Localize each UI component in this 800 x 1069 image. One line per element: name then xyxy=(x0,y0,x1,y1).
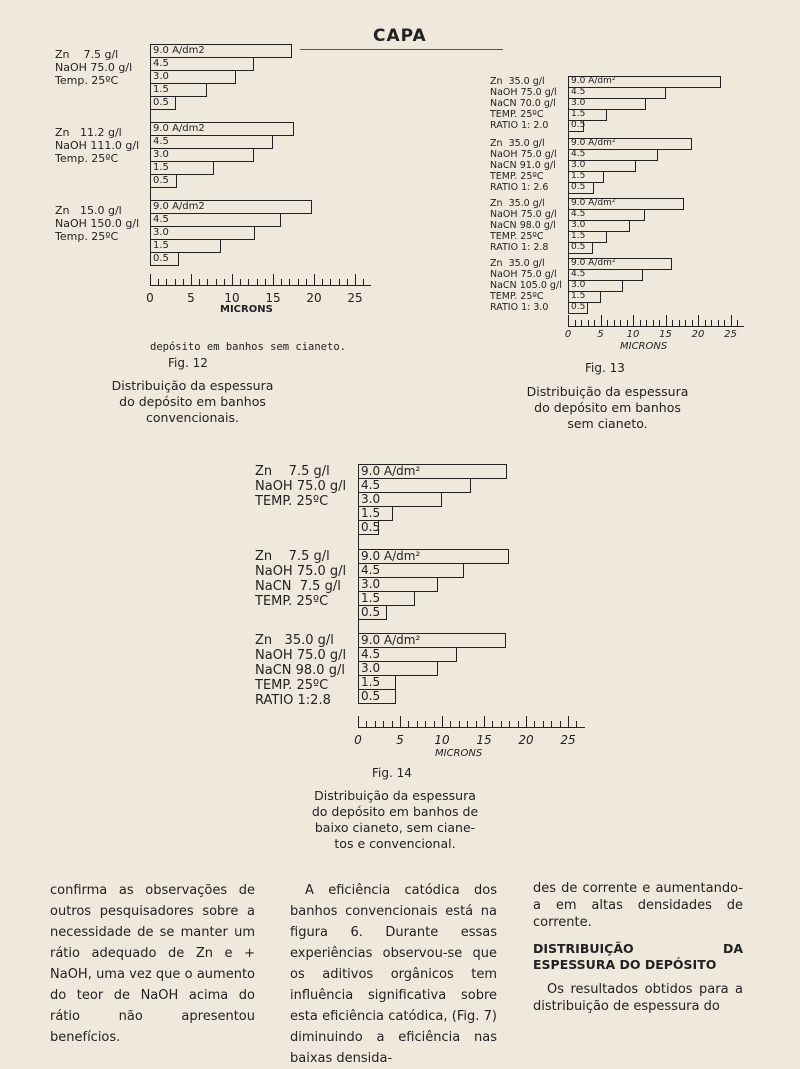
condition-line: Zn 35.0 g/l xyxy=(490,138,545,149)
fig12-tick-label: 15 xyxy=(265,291,281,305)
fig13-conditions xyxy=(490,258,562,313)
fig14-axis-tick xyxy=(476,721,477,727)
header-rule xyxy=(300,49,503,50)
fig13-tick-label: 15 xyxy=(659,329,672,340)
fig12-axis-tick xyxy=(175,279,176,285)
fig14-caption xyxy=(300,788,490,852)
fig12-axis-label: MICRONS xyxy=(220,304,273,315)
fig13-axis-line xyxy=(568,326,744,327)
fig12-axis-tick xyxy=(273,274,274,285)
fig13-axis-tick xyxy=(685,320,686,326)
fig14-caption-line: Distribuição da espessura xyxy=(314,788,476,803)
fig12-tick-label: 20 xyxy=(306,291,322,305)
fig13-tick-label: 10 xyxy=(626,329,640,340)
fig12-axis-tick xyxy=(257,279,258,285)
fig12-caption-line: convencionais. xyxy=(146,410,239,425)
fig12-caption-line: Distribuição da espessura xyxy=(111,378,274,393)
fig12-axis-tick xyxy=(150,274,151,285)
fig14-axis-tick xyxy=(425,721,426,727)
text-column-1 xyxy=(50,880,255,1048)
condition-line: Zn 15.0 g/l xyxy=(55,204,122,217)
fig12-bar: 0.5 xyxy=(150,252,179,266)
fig13-axis-tick xyxy=(640,320,641,326)
fig14-tick-label: 0 xyxy=(354,733,362,747)
fig12-axis-tick xyxy=(363,279,364,285)
condition-line: Zn 35.0 g/l xyxy=(255,633,334,648)
condition-line: Zn 35.0 g/l xyxy=(490,76,545,87)
fig13-axis-tick xyxy=(581,320,582,326)
fig13-bar: 0.5 xyxy=(568,242,593,254)
fig14-bar: 0.5 xyxy=(358,689,396,704)
fig12-bar: 4.5 xyxy=(150,135,273,149)
fig14-bar: 3.0 xyxy=(358,577,438,592)
fig12-axis-tick xyxy=(298,279,299,285)
condition-line: NaCN 98.0 g/l xyxy=(255,663,345,678)
paragraph: Os resultados obtidos para a distribuição de espessura do xyxy=(533,982,743,1014)
fig12-axis-tick xyxy=(281,279,282,285)
fig14-bar: 9.0 A/dm² xyxy=(358,549,509,564)
fig13-axis-tick xyxy=(588,320,589,326)
fig14-axis-line xyxy=(358,727,585,728)
fig14-bar: 9.0 A/dm² xyxy=(358,464,507,479)
fig13-axis-tick xyxy=(594,320,595,326)
fig13-bar: 4.5 xyxy=(568,149,658,161)
fig12-axis-tick xyxy=(306,279,307,285)
condition-line: TEMP. 25ºC xyxy=(490,291,544,302)
fig14-conditions xyxy=(255,549,346,609)
fig13-axis-tick xyxy=(653,320,654,326)
fig13-label: Fig. 13 xyxy=(585,361,625,375)
fig12-bar: 4.5 xyxy=(150,57,254,71)
fig13-axis-tick xyxy=(633,315,634,326)
fig14-tick-label: 10 xyxy=(434,733,450,747)
fig12-bar: 4.5 xyxy=(150,213,281,227)
fig12-caption xyxy=(100,378,285,426)
fig14-bar: 1.5 xyxy=(358,675,396,690)
fig12-axis-tick xyxy=(232,274,233,285)
fig14-bar: 3.0 xyxy=(358,492,442,507)
fig12-bar: 1.5 xyxy=(150,239,221,253)
fig13-bar: 4.5 xyxy=(568,269,643,281)
fig12-axis-tick xyxy=(330,279,331,285)
fig12-tick-label: 5 xyxy=(187,291,195,305)
fig13-bar: 3.0 xyxy=(568,160,636,172)
condition-line: NaCN 70.0 g/l xyxy=(490,98,556,109)
fig12-axis-tick xyxy=(322,279,323,285)
fig12-axis-tick xyxy=(339,279,340,285)
fig12-axis-tick xyxy=(240,279,241,285)
fig13-axis-tick xyxy=(692,320,693,326)
condition-line: NaOH 75.0 g/l xyxy=(490,149,557,160)
fig14-bar: 0.5 xyxy=(358,520,379,535)
fig14-axis-tick xyxy=(434,721,435,727)
condition-line: Zn 7.5 g/l xyxy=(55,48,119,61)
fig13-axis-tick xyxy=(698,315,699,326)
condition-line: NaOH 75.0 g/l xyxy=(255,648,347,663)
fig14-axis-tick xyxy=(459,721,460,727)
fig14-axis-tick xyxy=(383,721,384,727)
condition-line: Zn 7.5 g/l xyxy=(255,464,330,479)
fig14-baseline xyxy=(358,464,359,703)
fig14-axis-tick xyxy=(543,721,544,727)
fig14-bar: 1.5 xyxy=(358,591,415,606)
fig14-caption-line: do depósito em banhos de xyxy=(311,804,479,819)
fig14-axis-tick xyxy=(518,721,519,727)
fig14-axis-tick xyxy=(358,716,359,727)
condition-line: RATIO 1: 3.0 xyxy=(490,302,549,313)
fig12-bar: 9.0 A/dm2 xyxy=(150,44,292,58)
fig13-bar: 9.0 A/dm² xyxy=(568,258,672,270)
fig14-label: Fig. 14 xyxy=(372,766,412,780)
condition-line: TEMP. 25ºC xyxy=(255,594,329,609)
fig13-caption-line: sem cianeto. xyxy=(567,416,648,431)
fig13-tick-label: 5 xyxy=(597,329,604,340)
fig12-typed-note: depósito em banhos sem cianeto. xyxy=(150,341,346,353)
fig12-bar: 9.0 A/dm2 xyxy=(150,200,312,214)
fig14-axis-tick xyxy=(576,721,577,727)
fig12-axis-tick xyxy=(191,274,192,285)
fig12-baseline xyxy=(150,44,151,265)
fig13-axis-tick xyxy=(568,315,569,326)
fig13-axis-tick xyxy=(724,320,725,326)
condition-line: TEMP. 25ºC xyxy=(255,678,329,693)
condition-line: Zn 35.0 g/l xyxy=(490,198,545,209)
fig14-tick-label: 25 xyxy=(560,733,576,747)
fig14-bar: 9.0 A/dm² xyxy=(358,633,506,648)
fig12-bar: 9.0 A/dm2 xyxy=(150,122,294,136)
condition-line: Zn 7.5 g/l xyxy=(255,549,330,564)
condition-line: TEMP. 25ºC xyxy=(490,231,544,242)
fig12-axis-tick xyxy=(248,279,249,285)
fig14-conditions xyxy=(255,464,346,509)
fig13-axis-tick xyxy=(627,320,628,326)
condition-line: NaOH 75.0 g/l xyxy=(55,61,133,74)
fig14-axis-tick xyxy=(534,721,535,727)
fig13-axis-tick xyxy=(666,315,667,326)
condition-line: NaOH 75.0 g/l xyxy=(490,87,557,98)
condition-line: RATIO 1:2.8 xyxy=(255,693,331,708)
fig12-conditions xyxy=(55,48,132,87)
condition-line: Zn 35.0 g/l xyxy=(490,258,545,269)
fig14-axis-label: MICRONS xyxy=(435,748,483,759)
fig14-axis-tick xyxy=(467,721,468,727)
fig12-axis-tick xyxy=(166,279,167,285)
condition-line: TEMP. 25ºC xyxy=(255,494,329,509)
fig14-bar: 0.5 xyxy=(358,605,387,620)
fig13-tick-label: 20 xyxy=(691,329,705,340)
fig12-axis-tick xyxy=(289,279,290,285)
fig13-axis-label: MICRONS xyxy=(620,341,668,352)
fig13-bar: 0.5 xyxy=(568,120,584,132)
fig12-bar: 0.5 xyxy=(150,174,177,188)
text-column-2 xyxy=(290,880,497,1069)
fig12-bar: 1.5 xyxy=(150,83,207,97)
fig14-axis-tick xyxy=(408,721,409,727)
fig13-axis-tick xyxy=(705,320,706,326)
fig12-axis-line xyxy=(150,285,371,286)
fig12-label: Fig. 12 xyxy=(168,356,208,370)
fig14-axis-tick xyxy=(366,721,367,727)
fig13-axis-tick xyxy=(614,320,615,326)
fig13-bar: 1.5 xyxy=(568,231,607,243)
fig13-caption-line: Distribuição da espessura xyxy=(526,384,689,399)
condition-line: Temp. 25ºC xyxy=(55,230,119,243)
condition-line: NaCN 91.0 g/l xyxy=(490,160,556,171)
fig13-bar: 1.5 xyxy=(568,291,601,303)
fig13-bar: 3.0 xyxy=(568,98,646,110)
condition-line: NaOH 75.0 g/l xyxy=(490,209,557,220)
fig12-tick-label: 0 xyxy=(146,291,154,305)
fig14-caption-line: baixo cianeto, sem ciane- xyxy=(314,820,476,835)
fig14-tick-label: 20 xyxy=(518,733,534,747)
fig12-axis-tick xyxy=(183,279,184,285)
fig14-bar: 4.5 xyxy=(358,563,464,578)
fig12-bar: 0.5 xyxy=(150,96,176,110)
fig13-bar: 9.0 A/dm² xyxy=(568,198,684,210)
fig13-bar: 4.5 xyxy=(568,87,666,99)
fig14-axis-tick xyxy=(526,716,527,727)
fig12-axis-tick xyxy=(347,279,348,285)
fig12-axis-tick xyxy=(216,279,217,285)
fig13-bar: 1.5 xyxy=(568,109,607,121)
fig14-caption-line: tos e convencional. xyxy=(334,836,456,851)
fig14-axis-tick xyxy=(501,721,502,727)
fig12-axis-tick xyxy=(314,274,315,285)
page-header-title: CAPA xyxy=(373,26,427,46)
fig13-bar: 1.5 xyxy=(568,171,604,183)
section-heading: DISTRIBUIÇÃO DA ESPESSURA DO DEPÓSITO xyxy=(533,941,743,972)
fig13-bar: 9.0 A/dm² xyxy=(568,138,692,150)
fig12-axis-tick xyxy=(158,279,159,285)
fig13-bar: 9.0 A/dm² xyxy=(568,76,721,88)
fig12-axis-tick xyxy=(199,279,200,285)
paragraph: confirma as observações de outros pesquisadores sobre a necessidade de se manter um rátio adequado de Zn e + NaOH, uma vez que o aumento do teor de NaOH acima do rátio não apresentou benefícios. xyxy=(50,883,255,1045)
condition-line: Zn 11.2 g/l xyxy=(55,126,122,139)
fig12-tick-label: 10 xyxy=(224,291,240,305)
fig13-axis-tick xyxy=(601,315,602,326)
fig12-axis-tick xyxy=(355,274,356,285)
fig13-bar: 0.5 xyxy=(568,182,594,194)
fig13-axis-tick xyxy=(575,320,576,326)
fig12-bar: 3.0 xyxy=(150,226,255,240)
fig14-bar: 1.5 xyxy=(358,506,393,521)
fig13-bar: 0.5 xyxy=(568,302,588,314)
condition-line: NaOH 150.0 g/l xyxy=(55,217,140,230)
fig12-caption-line: do depósito em banhos xyxy=(119,394,266,409)
fig14-bar: 4.5 xyxy=(358,647,457,662)
fig13-conditions xyxy=(490,198,557,253)
condition-line: NaCN 105.0 g/l xyxy=(490,280,562,291)
fig13-axis-tick xyxy=(607,320,608,326)
condition-line: NaOH 75.0 g/l xyxy=(255,479,347,494)
fig14-axis-tick xyxy=(492,721,493,727)
text-column-3 xyxy=(533,880,743,1015)
condition-line: TEMP. 25ºC xyxy=(490,171,544,182)
fig13-baseline xyxy=(568,76,569,313)
fig14-axis-tick xyxy=(392,721,393,727)
fig13-bar: 3.0 xyxy=(568,220,630,232)
fig12-axis-tick xyxy=(207,279,208,285)
fig13-tick-label: 0 xyxy=(564,329,572,340)
fig12-bar: 3.0 xyxy=(150,148,254,162)
fig12-bar: 1.5 xyxy=(150,161,214,175)
fig14-bar: 3.0 xyxy=(358,661,438,676)
fig14-bar: 4.5 xyxy=(358,478,471,493)
fig13-caption-line: do depósito em banhos xyxy=(534,400,681,415)
fig13-axis-tick xyxy=(731,315,732,326)
fig13-conditions xyxy=(490,138,557,193)
fig13-conditions xyxy=(490,76,557,131)
condition-line: NaOH 75.0 g/l xyxy=(490,269,557,280)
fig14-conditions xyxy=(255,633,346,708)
fig13-axis-tick xyxy=(718,320,719,326)
condition-line: NaCN 98.0 g/l xyxy=(490,220,556,231)
fig13-axis-tick xyxy=(679,320,680,326)
fig14-tick-label: 5 xyxy=(396,733,404,747)
fig13-axis-tick xyxy=(659,320,660,326)
condition-line: NaOH 111.0 g/l xyxy=(55,139,140,152)
fig13-tick-label: 25 xyxy=(724,329,737,340)
fig14-axis-tick xyxy=(400,716,401,727)
fig13-axis-tick xyxy=(646,320,647,326)
condition-line: Temp. 25ºC xyxy=(55,152,119,165)
fig12-bar: 3.0 xyxy=(150,70,236,84)
fig12-conditions xyxy=(55,126,139,165)
fig13-axis-tick xyxy=(711,320,712,326)
paragraph: A eficiência catódica dos banhos convencionais está na figura 6. Durante essas experiências observou-se que os aditivos orgânicos tem influência significativa sobre esta eficiência catódica, (Fig. 7) diminuindo a eficiência nas baixas densida- xyxy=(290,883,497,1066)
condition-line: NaCN 7.5 g/l xyxy=(255,579,341,594)
fig14-axis-tick xyxy=(375,721,376,727)
condition-line: RATIO 1: 2.0 xyxy=(490,120,549,131)
fig12-tick-label: 25 xyxy=(347,291,363,305)
condition-line: RATIO 1: 2.6 xyxy=(490,182,549,193)
fig13-axis-tick xyxy=(672,320,673,326)
fig13-caption xyxy=(515,384,700,432)
fig13-axis-tick xyxy=(620,320,621,326)
condition-line: NaOH 75.0 g/l xyxy=(255,564,347,579)
fig14-axis-tick xyxy=(551,721,552,727)
paragraph: des de corrente e aumentando-a em altas densidades de corrente. xyxy=(533,881,743,930)
fig13-axis-tick xyxy=(737,320,738,326)
fig14-axis-tick xyxy=(417,721,418,727)
fig14-axis-tick xyxy=(560,721,561,727)
fig13-bar: 3.0 xyxy=(568,280,623,292)
condition-line: Temp. 25ºC xyxy=(55,74,119,87)
condition-line: RATIO 1: 2.8 xyxy=(490,242,549,253)
fig13-bar: 4.5 xyxy=(568,209,645,221)
fig12-conditions xyxy=(55,204,139,243)
fig14-axis-tick xyxy=(509,721,510,727)
fig12-axis-tick xyxy=(265,279,266,285)
fig12-axis-tick xyxy=(224,279,225,285)
fig14-tick-label: 15 xyxy=(476,733,492,747)
fig14-axis-tick xyxy=(450,721,451,727)
fig14-axis-tick xyxy=(568,716,569,727)
condition-line: TEMP. 25ºC xyxy=(490,109,544,120)
fig14-axis-tick xyxy=(484,716,485,727)
fig14-axis-tick xyxy=(442,716,443,727)
